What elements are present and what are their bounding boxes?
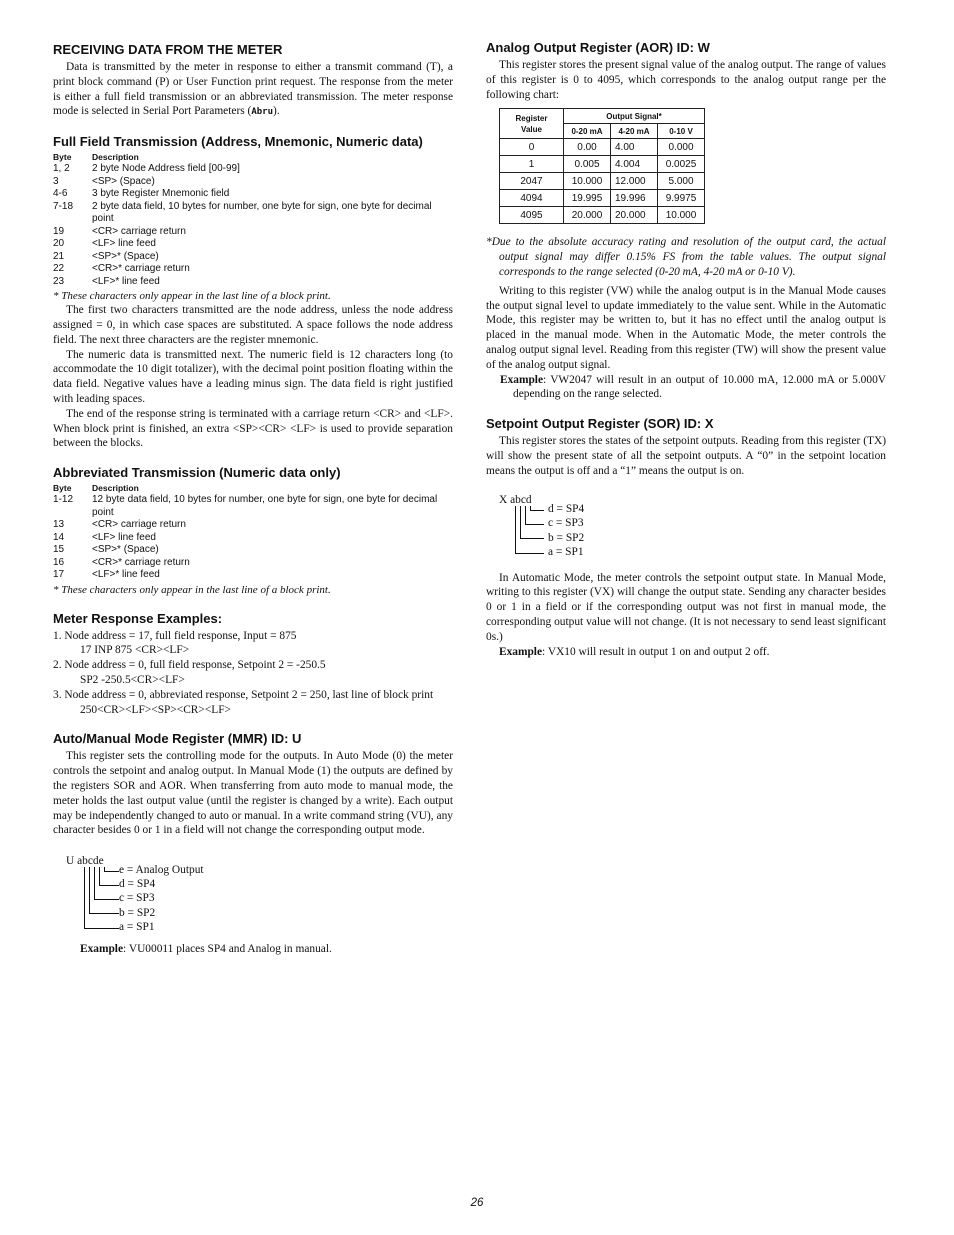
description-cell: <LF> line feed [92,531,156,543]
byte-cell: 16 [53,556,65,568]
sor-paragraph-2: In Automatic Mode, the meter controls the setpoint output state. In Manual Mode, writing to this register (VX) will change the output state. Sending any character besides 0 or 1 in a field or if the corresponding output was not first in manual mode, the corresponding output value will not change. (It is not necessary to send least significant 0s.) [486,571,886,643]
mmr-label-b: b = SP2 [119,907,156,920]
register-value-cell: 2047 [500,173,564,190]
abbrev-note: * These characters only appear in the last line of a block print. [53,583,331,596]
byte-cell: 3 [53,175,59,187]
output-signal-cell: 0.0025 [658,156,705,173]
description-cell: 12 byte data field, 10 bytes for number, one byte for sign, one byte for decimal point [92,494,438,518]
mmr-heading: Auto/Manual Mode Register (MMR) ID: U [53,731,302,747]
receiving-heading: RECEIVING DATA FROM THE METER [53,42,283,57]
byte-table-row [53,569,453,582]
sor-label-d: d = SP4 [548,502,585,515]
mmr-label-c: c = SP3 [119,892,155,905]
abbrev-byte-table [53,483,453,582]
param-symbol-abru: Abru [251,107,274,118]
full-field-p1: The first two characters transmitted are the node address, unless the node address assigned = 0, in which case spaces are substituted. A space follows the node address field. The next three characters are the register mnemonic. [53,304,453,346]
output-signal-cell: 20.000 [564,207,611,224]
output-signal-cell: 0.005 [564,156,611,173]
table-row [500,190,705,207]
full-field-byte-table [53,152,453,288]
table-row [500,173,705,190]
example-3: 3. Node address = 0, abbreviated response, Setpoint 2 = 250, last line of block print [53,688,434,701]
register-value-cell: 4094 [500,190,564,207]
subheader-0-10v: 0-10 V [658,124,705,139]
sor-label-a: a = SP1 [548,545,584,558]
description-cell: <SP>* (Space) [92,544,159,556]
description-cell: <LF> line feed [92,238,156,250]
mmr-label-e: e = Analog Output [119,864,204,877]
subheader-0-20ma: 0-20 mA [564,124,611,139]
register-header-line1: Register [515,113,548,123]
output-signal-cell: 10.000 [658,207,705,224]
description-cell: <LF>* line feed [92,569,160,581]
example-2-output: SP2 -250.5<CR><LF> [80,674,185,687]
output-signal-cell: 5.000 [658,173,705,190]
mmr-diagram-head: U abcde [66,855,104,868]
sor-heading: Setpoint Output Register (SOR) ID: X [486,416,714,432]
col-description: Description [92,152,139,163]
byte-table-row [53,163,453,176]
example-1: 1. Node address = 17, full field response, Input = 875 [53,629,297,642]
byte-table-row [53,201,453,226]
aor-output-table [499,108,705,224]
register-value-cell: 0 [500,139,564,156]
byte-cell: 21 [53,250,65,262]
full-field-note: * These characters only appear in the last line of a block print. [53,290,331,303]
example-1-output: 17 INP 875 <CR><LF> [80,644,190,657]
byte-table-row [53,494,453,519]
sor-example [486,645,886,660]
left-column [53,40,453,957]
byte-cell: 4-6 [53,188,68,200]
page-number: 26 [470,1197,484,1209]
aor-example [486,373,886,403]
sor-label-b: b = SP2 [548,531,585,544]
output-signal-cell: 20.000 [611,207,658,224]
description-cell: <CR>* carriage return [92,263,190,275]
mmr-label-a: a = SP1 [119,921,155,934]
output-signal-cell: 19.996 [611,190,658,207]
mmr-bit-diagram [53,854,453,940]
receiving-paragraph [53,60,453,120]
output-signal-cell: 4.00 [611,139,658,156]
example-label: Example [499,645,543,658]
byte-table-header [53,483,453,494]
byte-cell: 1-12 [53,494,74,506]
register-value-header [500,109,564,139]
table-row [500,156,705,173]
abbrev-heading: Abbreviated Transmission (Numeric data only) [53,465,341,481]
receiving-text-end: ). [273,105,280,118]
byte-cell: 15 [53,544,65,556]
output-signal-cell: 10.000 [564,173,611,190]
description-cell: <CR> carriage return [92,225,186,237]
output-signal-cell: 12.000 [611,173,658,190]
byte-table-row [53,276,453,289]
output-signal-cell: 0.00 [564,139,611,156]
byte-cell: 14 [53,531,65,543]
aor-paragraph: This register stores the present signal value of the analog output. The range of values of this register is 0 to 4095, which corresponds to the analog output range per the following chart: [486,59,886,101]
byte-table-row [53,532,453,545]
mmr-example [53,942,453,957]
table-row [500,139,705,156]
mmr-label-d: d = SP4 [119,878,156,891]
byte-cell: 7-18 [53,200,74,212]
byte-cell: 1, 2 [53,163,70,175]
aor-paragraph-2: Writing to this register (VW) while the analog output is in the Manual Mode causes the output signal level to update immediately to the value sent. While in the Automatic Mode, this register may be written to, but it has no effect until the analog output is placed in the manual mode. When in the Automatic Mode, the meter controls the analog output signal level. Reading from this register (TW) will show the present value of the analog output signal. [486,284,886,371]
byte-table-row [53,544,453,557]
right-column [486,40,886,659]
aor-heading: Analog Output Register (AOR) ID: W [486,40,710,55]
examples-list [53,629,453,718]
byte-table-row [53,226,453,239]
full-field-p3: The end of the response string is terminated with a carriage return <CR> and <LF>. When block print is finished, an extra <SP><CR> <LF> is used to provide separation between the blocks. [53,407,453,450]
description-cell: <CR> carriage return [92,519,186,531]
byte-table-row [53,519,453,532]
col-byte: Byte [53,483,72,494]
example-2: 2. Node address = 0, full field response, Setpoint 2 = -250.5 [53,659,326,672]
register-value-cell: 1 [500,156,564,173]
description-cell: <LF>* line feed [92,275,160,287]
byte-table-header [53,152,453,163]
output-signal-cell: 4.004 [611,156,658,173]
description-cell: 2 byte data field, 10 bytes for number, one byte for sign, one byte for decimal point [92,200,432,225]
description-cell: <CR>* carriage return [92,556,190,568]
byte-table-row [53,238,453,251]
examples-heading: Meter Response Examples: [53,610,223,626]
byte-table-row [53,251,453,264]
mmr-example-text: : VU00011 places SP4 and Analog in manual. [123,943,332,956]
aor-star-note: *Due to the absolute accuracy rating and resolution of the output card, the actual output signal may differ 0.15% FS from the table values. The output signal corresponds to the range selected (0-20 mA, 4-20 mA or 0-10 V). [486,236,886,278]
subheader-4-20ma: 4-20 mA [611,124,658,139]
description-cell: <SP>* (Space) [92,250,159,262]
description-cell: 2 byte Node Address field [00-99] [92,163,240,175]
aor-example-text: : VW2047 will result in an output of 10.000 mA, 12.000 mA or 5.000V depending on the range selected. [513,373,886,401]
byte-cell: 17 [53,569,65,581]
output-signal-cell: 0.000 [658,139,705,156]
register-value-cell: 4095 [500,207,564,224]
full-field-heading: Full Field Transmission (Address, Mnemonic, Numeric data) [53,134,423,150]
example-label: Example [500,373,544,386]
output-signal-cell: 9.9975 [658,190,705,207]
example-label: Example [80,943,124,956]
description-cell: <SP> (Space) [92,175,155,187]
col-byte: Byte [53,152,72,163]
byte-cell: 23 [53,275,65,287]
byte-cell: 19 [53,225,65,237]
byte-table-row [53,263,453,276]
sor-example-text: : VX10 will result in output 1 on and output 2 off. [542,645,770,658]
example-3-output: 250<CR><LF><SP><CR><LF> [80,703,231,716]
byte-cell: 22 [53,263,65,275]
byte-cell: 13 [53,519,65,531]
byte-table-row [53,188,453,201]
sor-paragraph: This register stores the states of the setpoint outputs. Reading from this register (TX) will show the present state of all the setpoint outputs. A “0” in the setpoint location means the output is off and a “1” means the output is on. [486,435,886,477]
sor-diagram-head: X abcd [499,493,532,506]
col-description: Description [92,483,139,494]
register-header-line2: Value [521,124,542,134]
sor-bit-diagram [486,493,886,565]
description-cell: 3 byte Register Mnemonic field [92,188,230,200]
output-signal-cell: 19.995 [564,190,611,207]
output-signal-header: Output Signal* [564,109,705,124]
table-row [500,207,705,224]
full-field-p2: The numeric data is transmitted next. The numeric field is 12 characters long (to accommodate the 10 digit totalizer), with the decimal point position floating within the data field. Negative values have a leading minus sign. The data field is right justified with leading spaces. [53,348,453,405]
byte-table-row [53,557,453,570]
mmr-paragraph: This register sets the controlling mode for the outputs. In Auto Mode (0) the meter controls the setpoint and analog output. In Manual Mode (1) the outputs are defined by the registers SOR and AOR. When transferring from auto mode to manual mode, the meter holds the last output value (until the register is changed by a write). Each output may be independently changed to auto or manual. In a write command string (VU), any character besides 0 or 1 in a field will not change the corresponding output mode. [53,750,453,837]
byte-table-row [53,176,453,189]
receiving-text: Data is transmitted by the meter in response to either a transmit command (T), a print block command (P) or User Function print request. The response from the meter is either a full field transmission or an abbreviated transmission. The meter response mode is selected in Serial Port Parameters ( [53,61,453,118]
byte-cell: 20 [53,238,65,250]
sor-label-c: c = SP3 [548,516,584,529]
